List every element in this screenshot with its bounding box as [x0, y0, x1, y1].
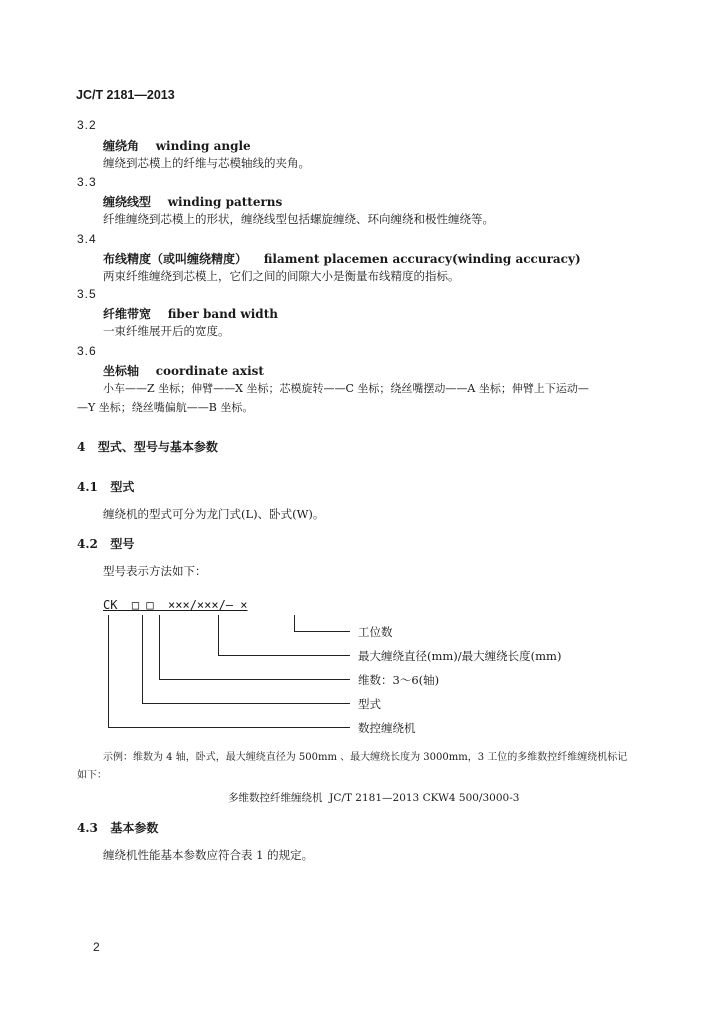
connector-line — [108, 615, 109, 728]
term-title: 坐标轴 coordinate axist — [103, 364, 264, 378]
diagram-label: 工位数 — [358, 625, 393, 639]
connector-line — [294, 615, 295, 632]
connector-line — [159, 615, 160, 680]
term-title: 布线精度（或叫缠绕精度） filament placemen accuracy(winding accuracy) — [103, 252, 581, 266]
connector-line — [142, 703, 350, 704]
term-definition: 一束纤维展开后的宽度。 — [103, 324, 230, 338]
term-definition: 纤维缠绕到芯模上的形状，缠绕线型包括螺旋缠绕、环向缠绕和极性缠绕等。 — [103, 212, 494, 226]
subsection-heading: 4.2 型号 — [77, 537, 135, 551]
term-definition-line: 小车——Z 坐标；伸臂——X 坐标；芯模旋转——C 坐标；绕丝嘴摆动——A 坐标；伸臂上下运动— — [103, 382, 589, 395]
connector-line — [218, 655, 350, 656]
connector-line — [218, 615, 219, 656]
term-title: 缠绕线型 winding patterns — [103, 195, 283, 209]
clause-number: 3.5 — [77, 287, 97, 301]
term-title: 缠绕角 winding angle — [103, 139, 251, 153]
page-number: 2 — [93, 940, 101, 954]
subsection-heading: 4.1 型式 — [77, 480, 135, 494]
connector-line — [159, 679, 350, 680]
connector-line — [294, 631, 350, 632]
term-title: 纤维带宽 fiber band width — [103, 307, 278, 321]
subsection-heading: 4.3 基本参数 — [77, 821, 159, 835]
term-definition-line: —Y 坐标；绕丝嘴偏航——B 坐标。 — [77, 401, 254, 414]
diagram-label: 型式 — [358, 697, 381, 711]
paragraph: 型号表示方法如下： — [103, 564, 207, 578]
paragraph: 缠绕机性能基本参数应符合表 1 的规定。 — [103, 848, 314, 862]
diagram-label: 维数：3～6(轴) — [358, 673, 440, 687]
diagram-label: 最大缠绕直径(mm)/最大缠绕长度(mm) — [358, 649, 562, 663]
clause-number: 3.6 — [77, 344, 97, 358]
term-definition: 两束纤维缠绕到芯模上，它们之间的间隙大小是衡量布线精度的指标。 — [103, 269, 460, 283]
document-code-header: JC/T 2181—2013 — [76, 88, 175, 102]
term-definition: 缠绕到芯模上的纤维与芯模轴线的夹角。 — [103, 156, 310, 170]
paragraph: 缠绕机的型式可分为龙门式(L)、卧式(W)。 — [103, 507, 325, 521]
connector-line — [108, 727, 350, 728]
clause-number: 3.3 — [77, 175, 97, 189]
clause-number: 3.4 — [77, 232, 97, 246]
example-marking: 多维数控纤维缠绕机 JC/T 2181—2013 CKW4 500/3000-3 — [228, 792, 520, 804]
clause-number: 3.2 — [77, 118, 97, 132]
model-code-string: CK □ □ ×××/×××/— × — [103, 598, 248, 612]
example-text: 如下： — [77, 770, 107, 781]
diagram-label: 数控缠绕机 — [358, 721, 416, 735]
section-heading: 4 型式、型号与基本参数 — [77, 440, 218, 454]
example-text: 示例：维数为 4 轴，卧式，最大缠绕直径为 500mm 、最大缠绕长度为 3000mm，3 工位的多维数控纤维缠绕机标记 — [103, 752, 628, 763]
connector-line — [142, 615, 143, 704]
